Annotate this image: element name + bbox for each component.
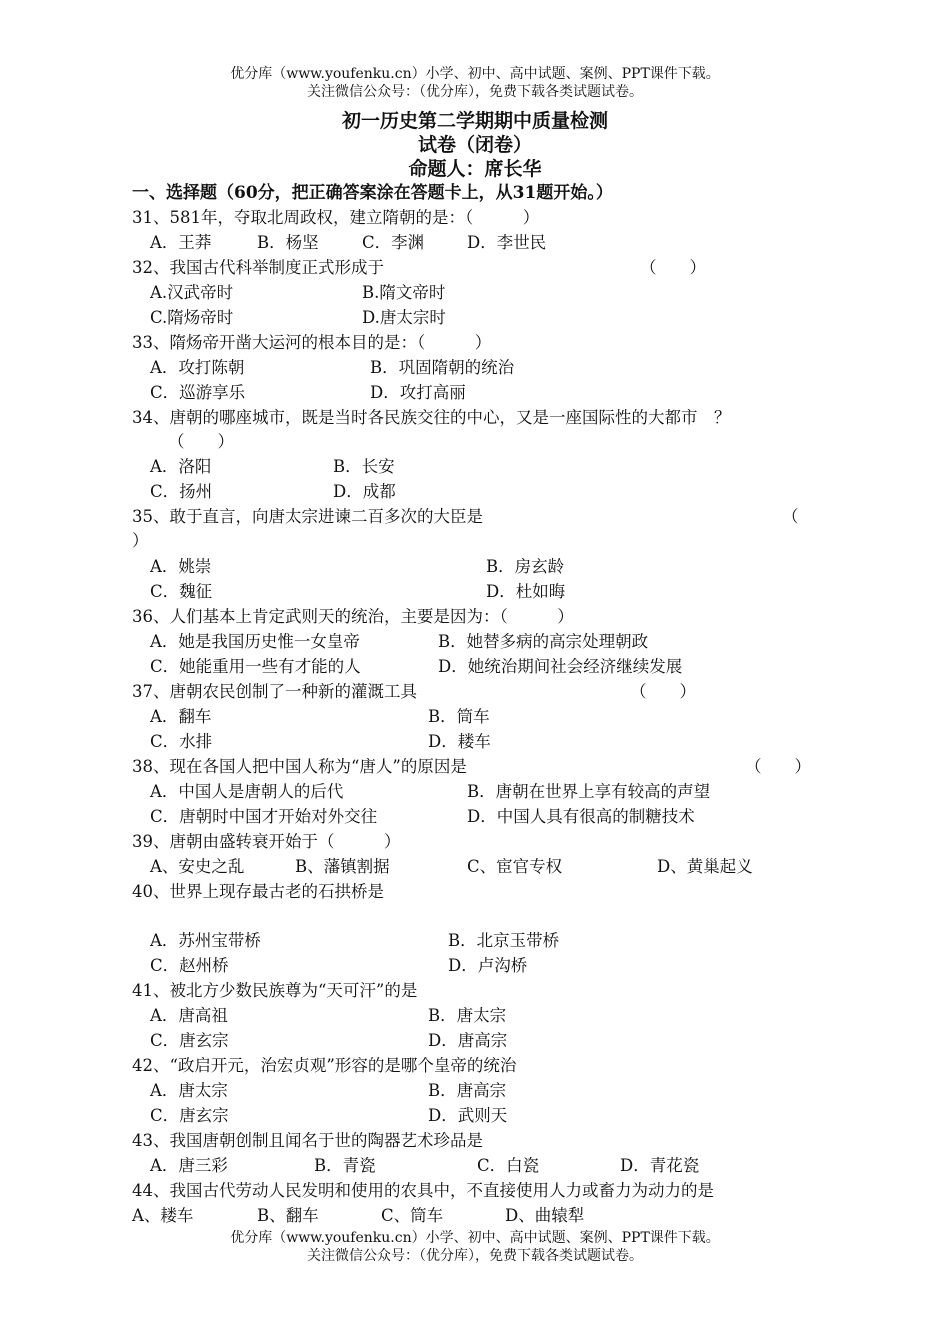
q41-option-c: C．唐玄宗	[150, 1031, 229, 1050]
exam-subtitle: 试卷（闭卷）	[417, 134, 532, 156]
question-33-stem: 33、隋炀帝开凿大运河的根本目的是：（ ）	[132, 333, 492, 352]
q34-option-d: D．成都	[333, 482, 396, 501]
q42-option-c: C．唐玄宗	[150, 1106, 229, 1125]
q40-option-a: A．苏州宝带桥	[150, 931, 261, 950]
question-31-stem: 31、581年，夺取北周政权，建立隋朝的是：（ ）	[132, 208, 540, 227]
q32-answer-paren: （ ）	[640, 258, 706, 277]
header-line-1: 优分库（www.youfenku.cn）小学、初中、高中试题、案例、PPT课件下载。	[230, 66, 720, 82]
question-32-stem: 32、我国古代科举制度正式形成于	[132, 258, 384, 277]
q33-option-b: B．巩固隋朝的统治	[370, 358, 515, 377]
q36-option-a: A．她是我国历史惟一女皇帝	[150, 632, 360, 651]
q44-option-a: A、耧车	[132, 1206, 194, 1225]
q34-answer-paren: （ ）	[168, 432, 234, 451]
q40-option-b: B．北京玉带桥	[448, 931, 560, 950]
q44-option-d: D、曲辕犁	[505, 1206, 585, 1225]
q37-option-c: C．水排	[150, 732, 213, 751]
q40-option-c: C．赵州桥	[150, 956, 229, 975]
q36-option-d: D．她统治期间社会经济继续发展	[438, 657, 683, 676]
q32-option-d: D.唐太宗时	[362, 308, 446, 327]
q34-option-a: A．洛阳	[150, 457, 212, 476]
question-39-stem: 39、唐朝由盛转衰开始于（ ）	[132, 832, 401, 851]
q38-answer-paren: （ ）	[745, 757, 811, 776]
q43-option-c: C．白瓷	[477, 1156, 540, 1175]
q39-option-b: B、藩镇割据	[295, 857, 390, 876]
q38-option-a: A．中国人是唐朝人的后代	[150, 782, 344, 801]
q35-option-d: D．杜如晦	[486, 582, 566, 601]
exam-title: 初一历史第二学期期中质量检测	[341, 110, 608, 132]
q43-option-a: A．唐三彩	[150, 1156, 228, 1175]
q42-option-d: D．武则天	[428, 1106, 508, 1125]
q37-option-a: A．翻车	[150, 707, 212, 726]
q35-answer-paren-close: ）	[132, 531, 149, 550]
question-36-stem: 36、人们基本上肯定武则天的统治，主要是因为：（ ）	[132, 607, 574, 626]
q38-option-c: C．唐朝时中国才开始对外交往	[150, 807, 378, 826]
question-34-stem: 34、唐朝的哪座城市，既是当时各民族交往的中心，又是一座国际性的大都市 ？	[132, 408, 731, 427]
q44-option-c: C、筒车	[381, 1206, 444, 1225]
question-42-stem: 42、“政启开元，治宏贞观”形容的是哪个皇帝的统治	[132, 1056, 517, 1075]
q38-option-b: B．唐朝在世界上享有较高的声望	[467, 782, 711, 801]
q37-option-d: D．耧车	[428, 732, 491, 751]
q33-option-a: A．攻打陈朝	[150, 358, 245, 377]
q35-option-b: B．房玄龄	[486, 557, 565, 576]
q39-option-a: A、安史之乱	[150, 857, 245, 876]
q39-option-c: C、宦官专权	[467, 857, 563, 876]
header-line-2: 关注微信公众号：（优分库），免费下载各类试题试卷。	[307, 84, 643, 100]
q36-option-b: B．她替多病的高宗处理朝政	[438, 632, 649, 651]
question-37-stem: 37、唐朝农民创制了一种新的灌溉工具	[132, 682, 417, 701]
q41-option-d: D．唐高宗	[428, 1031, 508, 1050]
question-44-stem: 44、我国古代劳动人民发明和使用的农具中，不直接使用人力或畜力为动力的是	[132, 1181, 714, 1200]
q31-option-a: A．王莽	[150, 233, 212, 252]
q32-option-a: A.汉武帝时	[150, 283, 234, 302]
footer-line-2: 关注微信公众号：（优分库），免费下载各类试题试卷。	[307, 1248, 643, 1264]
q44-option-b: B、翻车	[257, 1206, 319, 1225]
q34-option-b: B．长安	[333, 457, 395, 476]
q33-option-c: C．巡游享乐	[150, 383, 246, 402]
q32-option-c: C.隋炀帝时	[150, 308, 234, 327]
q37-answer-paren: （ ）	[630, 682, 696, 701]
q40-option-d: D．卢沟桥	[448, 956, 528, 975]
exam-author: 命题人：席长华	[408, 158, 542, 180]
question-43-stem: 43、我国唐朝创制且闻名于世的陶器艺术珍品是	[132, 1131, 483, 1150]
q32-option-b: B.隋文帝时	[362, 283, 446, 302]
q43-option-d: D．青花瓷	[620, 1156, 700, 1175]
footer-line-1: 优分库（www.youfenku.cn）小学、初中、高中试题、案例、PPT课件下载。	[230, 1230, 720, 1246]
q37-option-b: B．筒车	[428, 707, 490, 726]
q41-option-a: A．唐高祖	[150, 1006, 228, 1025]
question-35-stem: 35、敢于直言，向唐太宗进谏二百多次的大臣是	[132, 507, 483, 526]
q31-option-b: B．杨坚	[257, 233, 319, 252]
q41-option-b: B．唐太宗	[428, 1006, 507, 1025]
question-41-stem: 41、被北方少数民族尊为“天可汗”的是	[132, 981, 418, 1000]
question-40-stem: 40、世界上现存最古老的石拱桥是	[132, 882, 384, 901]
q42-option-b: B．唐高宗	[428, 1081, 507, 1100]
q31-option-d: D．李世民	[467, 233, 547, 252]
question-38-stem: 38、现在各国人把中国人称为“唐人”的原因是	[132, 757, 467, 776]
q34-option-c: C．扬州	[150, 482, 213, 501]
q38-option-d: D．中国人具有很高的制糖技术	[467, 807, 695, 826]
q33-option-d: D．攻打高丽	[370, 383, 466, 402]
section-heading: 一、选择题（60分，把正确答案涂在答题卡上，从31题开始。）	[132, 183, 613, 203]
q31-option-c: C．李渊	[362, 233, 425, 252]
q35-option-c: C．魏征	[150, 582, 213, 601]
q42-option-a: A．唐太宗	[150, 1081, 228, 1100]
q35-answer-paren-open: （	[782, 507, 799, 526]
q35-option-a: A．姚崇	[150, 557, 212, 576]
q39-option-d: D、黄巢起义	[657, 857, 753, 876]
q43-option-b: B．青瓷	[314, 1156, 376, 1175]
q36-option-c: C．她能重用一些有才能的人	[150, 657, 361, 676]
